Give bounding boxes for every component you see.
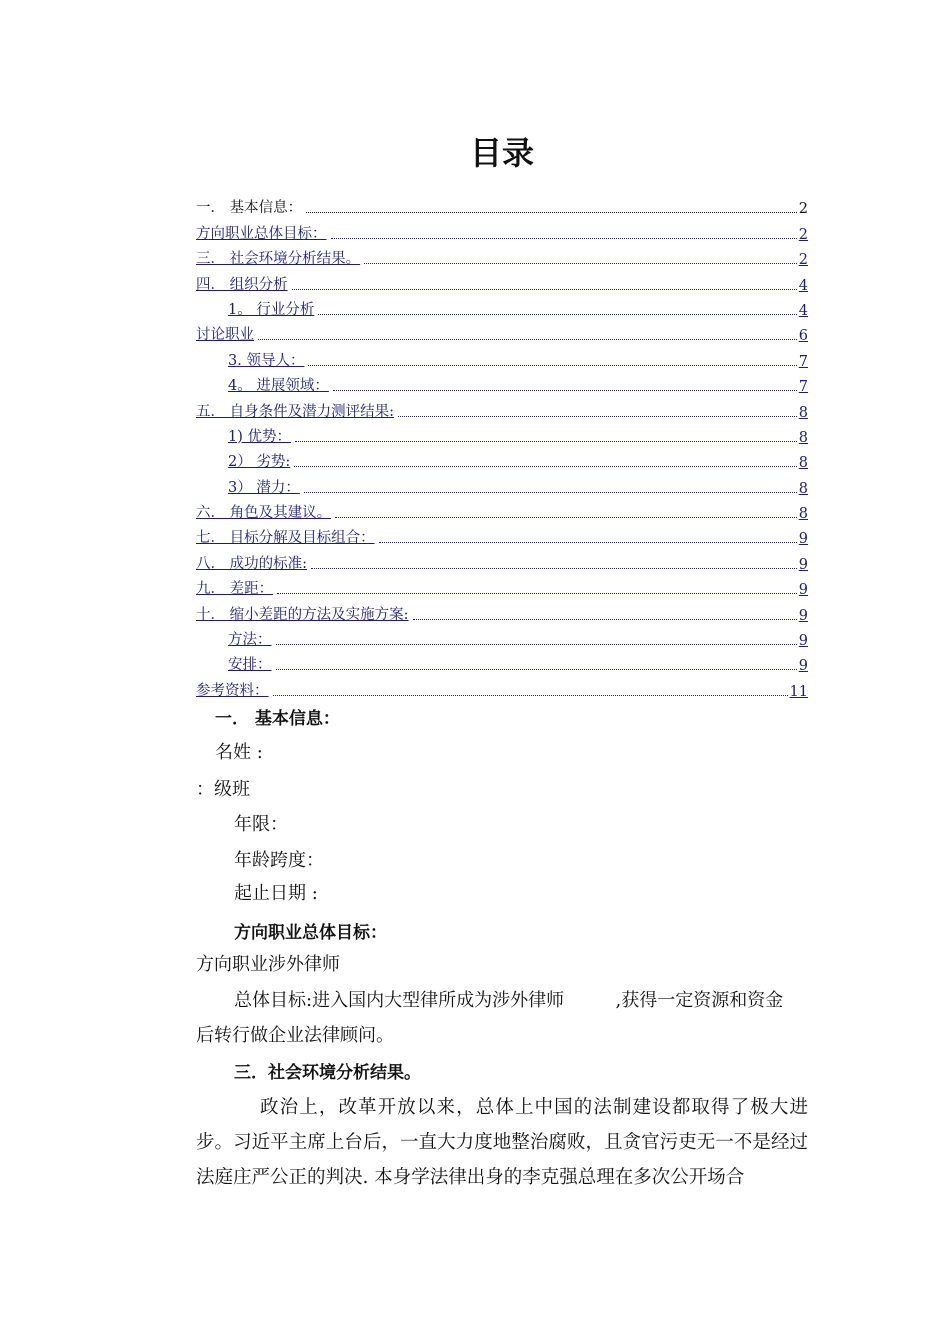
toc-entry-label: 2） 劣势: bbox=[228, 454, 291, 471]
toc-page-number: 8 bbox=[798, 404, 808, 421]
toc-link[interactable] bbox=[228, 349, 808, 370]
toc-link[interactable] bbox=[228, 298, 808, 319]
toc-dot-leader bbox=[364, 262, 797, 264]
toc-dot-leader bbox=[306, 211, 797, 213]
toc-page-number: 8 bbox=[798, 429, 808, 446]
toc-page-number: 4 bbox=[798, 302, 808, 319]
toc-dot-leader bbox=[335, 516, 797, 518]
toc-page-number: 7 bbox=[798, 379, 808, 396]
toc-entry[interactable] bbox=[196, 370, 808, 395]
section-heading-career-goal: 方向职业总体目标： bbox=[234, 923, 387, 943]
toc-dot-leader bbox=[379, 541, 797, 543]
toc-link[interactable] bbox=[196, 400, 808, 421]
toc-dot-leader bbox=[318, 313, 796, 315]
toc-entry[interactable] bbox=[196, 446, 808, 471]
toc-link[interactable] bbox=[228, 425, 808, 446]
overall-goal-line-1: 总体目标:进入国内大型律所成为涉外律师 ,获得一定资源和资金 bbox=[234, 990, 784, 1011]
toc-page-number: 8 bbox=[798, 506, 808, 523]
toc-link[interactable] bbox=[228, 450, 808, 471]
toc-link[interactable] bbox=[196, 526, 808, 547]
toc-entry[interactable] bbox=[196, 674, 808, 699]
toc-link[interactable] bbox=[196, 679, 808, 700]
toc-dot-leader bbox=[277, 592, 797, 594]
toc-entry-label: 1。 行业分析 bbox=[228, 301, 315, 318]
toc-entry[interactable] bbox=[196, 624, 808, 649]
toc-page-number: 8 bbox=[798, 455, 808, 472]
toc-link[interactable] bbox=[196, 552, 808, 573]
toc-entry[interactable] bbox=[196, 344, 808, 369]
toc-link[interactable] bbox=[196, 323, 808, 344]
toc-entry-label: 三． 社会环境分析结果。 bbox=[196, 251, 361, 268]
toc-dot-leader bbox=[333, 389, 797, 391]
toc-entry[interactable] bbox=[196, 243, 808, 268]
toc-entry-label: 方向职业总体目标： bbox=[196, 225, 327, 242]
toc-entry-label: 八． 成功的标准: bbox=[196, 555, 307, 572]
toc-entry[interactable] bbox=[196, 598, 808, 623]
toc-dot-leader bbox=[292, 288, 797, 290]
toc-page-number: 2 bbox=[798, 226, 808, 243]
toc-entry[interactable] bbox=[196, 573, 808, 598]
toc-entry-label: 一． 基本信息： bbox=[196, 200, 303, 217]
section-heading-social-environment: 三．社会环境分析结果。 bbox=[234, 1063, 421, 1083]
toc-dot-leader bbox=[304, 491, 797, 493]
toc-entry-label: 1) 优势： bbox=[228, 428, 291, 445]
toc-dot-leader bbox=[276, 668, 797, 670]
toc-link[interactable] bbox=[196, 247, 808, 268]
toc-dot-leader bbox=[413, 618, 797, 620]
toc-entry[interactable] bbox=[196, 547, 808, 572]
toc-link[interactable] bbox=[196, 196, 808, 217]
toc-dot-leader bbox=[308, 364, 796, 366]
toc-entry-label: 四． 组织分析 bbox=[196, 276, 288, 293]
field-years-label: 年限： bbox=[234, 814, 288, 835]
toc-dot-leader bbox=[295, 440, 797, 442]
toc-entry-label: 九． 差距： bbox=[196, 581, 274, 598]
social-environment-paragraph: 政治上，改革开放以来，总体上中国的法制建设都取得了极大进步。习近平主席上台后，一直大力度地整治腐败，且贪官污吏无一不是经过法庭庄严公正的判决. 本身学法律出身的李克强总理在多次公开场合 bbox=[196, 1097, 808, 1188]
toc-entry[interactable] bbox=[196, 522, 808, 547]
toc-page-number: 4 bbox=[798, 277, 808, 294]
toc-entry-label: 3. 领导人： bbox=[228, 352, 305, 369]
field-age-label: 年龄跨度： bbox=[234, 850, 324, 871]
toc-entry-label: 4。 进展领域： bbox=[228, 378, 329, 395]
toc-entry[interactable] bbox=[196, 395, 808, 420]
toc-page-number: 7 bbox=[798, 353, 808, 370]
toc-dot-leader bbox=[276, 643, 797, 645]
toc-page-number: 9 bbox=[798, 633, 808, 650]
toc-link[interactable] bbox=[228, 628, 808, 649]
toc-entry-label: 七． 目标分解及目标组合： bbox=[196, 530, 375, 547]
toc-link[interactable] bbox=[228, 653, 808, 674]
toc-page-number: 11 bbox=[789, 683, 808, 700]
toc-entry[interactable] bbox=[196, 497, 808, 522]
toc-entry[interactable] bbox=[196, 471, 808, 496]
toc-page-number: 9 bbox=[798, 658, 808, 675]
toc-entry-label: 六． 角色及其建议。 bbox=[196, 505, 332, 522]
toc-page-number: 9 bbox=[798, 582, 808, 599]
page-title: 目录 bbox=[469, 134, 534, 172]
toc-link[interactable] bbox=[228, 476, 808, 497]
toc-entry-label: 十． 缩小差距的方法及实施方案: bbox=[196, 606, 409, 623]
field-class-label: ：级班 bbox=[196, 779, 250, 800]
toc-dot-leader bbox=[311, 567, 797, 569]
toc-entry[interactable] bbox=[196, 319, 808, 344]
toc-entry-label: 3） 潜力： bbox=[228, 479, 300, 496]
toc-link[interactable] bbox=[196, 222, 808, 243]
toc-page-number: 2 bbox=[798, 252, 808, 269]
toc-link[interactable] bbox=[196, 273, 808, 294]
overall-goal-line-2: 后转行做企业法律顾问。 bbox=[196, 1025, 394, 1046]
field-date-label: 起止日期 : bbox=[234, 883, 318, 904]
toc-link[interactable] bbox=[196, 577, 808, 598]
toc-dot-leader bbox=[294, 465, 797, 467]
toc-link[interactable] bbox=[196, 603, 808, 624]
toc-page-number: 9 bbox=[798, 556, 808, 573]
toc-entry-label: 五． 自身条件及潜力测评结果: bbox=[196, 403, 394, 420]
toc-link[interactable] bbox=[228, 374, 808, 395]
toc-page-number: 9 bbox=[798, 607, 808, 624]
toc-page-number: 9 bbox=[798, 531, 808, 548]
toc-entry[interactable] bbox=[196, 421, 808, 446]
career-direction-line: 方向职业涉外律师 bbox=[196, 954, 340, 975]
toc-dot-leader bbox=[258, 338, 797, 340]
toc-entry[interactable] bbox=[196, 217, 808, 242]
toc-dot-leader bbox=[331, 237, 797, 239]
toc-page-number: 2 bbox=[798, 201, 808, 218]
toc-page-number: 8 bbox=[798, 480, 808, 497]
table-of-contents bbox=[196, 192, 808, 700]
toc-entry[interactable] bbox=[196, 192, 808, 217]
toc-link[interactable] bbox=[196, 501, 808, 522]
toc-dot-leader bbox=[273, 694, 788, 696]
toc-dot-leader bbox=[398, 415, 797, 417]
toc-entry-label: 安排： bbox=[228, 657, 272, 674]
toc-entry[interactable] bbox=[196, 294, 808, 319]
toc-entry[interactable] bbox=[196, 268, 808, 293]
toc-entry-label: 方法： bbox=[228, 632, 272, 649]
toc-entry-label: 讨论职业 bbox=[196, 327, 254, 344]
toc-entry[interactable] bbox=[196, 649, 808, 674]
toc-page-number: 6 bbox=[798, 328, 808, 345]
field-name-label: 名姓 : bbox=[215, 742, 263, 763]
section-heading-basic-info: 一． 基本信息： bbox=[215, 709, 340, 729]
toc-entry-label: 参考资料： bbox=[196, 682, 269, 699]
